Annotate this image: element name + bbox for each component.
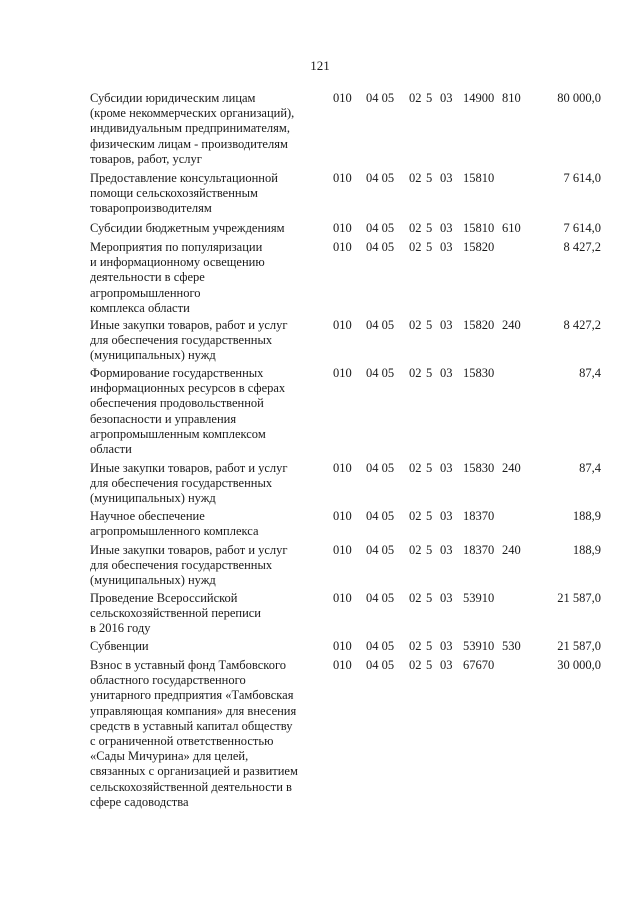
target-code-program: 02 (409, 91, 422, 105)
target-code-direction: 53910 (463, 591, 495, 605)
target-code-event: 03 (440, 543, 453, 557)
row-name: Мероприятия по популяризации и информационному освещению деятельности в сфере агропромышленного комплекса области (90, 240, 265, 315)
target-code-direction: 15830 (463, 366, 495, 380)
target-code-program: 02 (409, 318, 422, 332)
amount: 8 427,2 (563, 318, 601, 332)
target-code-program: 02 (409, 366, 422, 380)
target-code-direction: 15810 (463, 171, 495, 185)
amount: 87,4 (579, 366, 601, 380)
target-code-subprogram: 5 (426, 658, 433, 672)
section-code: 04 05 (366, 639, 395, 653)
row-name: Иные закупки товаров, работ и услуг для обеспечения государственных (муниципальных) нужд (90, 543, 288, 588)
target-code-subprogram: 5 (426, 543, 433, 557)
target-code-direction: 67670 (463, 658, 495, 672)
admin-code: 010 (333, 240, 352, 254)
target-code-direction: 18370 (463, 509, 495, 523)
target-code-program: 02 (409, 639, 422, 653)
admin-code: 010 (333, 658, 352, 672)
expense-type-code: 240 (502, 461, 521, 475)
amount: 30 000,0 (557, 658, 601, 672)
target-code-event: 03 (440, 240, 453, 254)
target-code-subprogram: 5 (426, 509, 433, 523)
target-code-direction: 53910 (463, 639, 495, 653)
target-code-event: 03 (440, 221, 453, 235)
row-name: Субвенции (90, 639, 149, 653)
target-code-program: 02 (409, 240, 422, 254)
amount: 21 587,0 (557, 639, 601, 653)
section-code: 04 05 (366, 91, 395, 105)
target-code-subprogram: 5 (426, 591, 433, 605)
amount: 188,9 (572, 543, 601, 557)
expense-type-code: 530 (502, 639, 521, 653)
row-name: Научное обеспечение агропромышленного комплекса (90, 509, 259, 539)
section-code: 04 05 (366, 591, 395, 605)
admin-code: 010 (333, 639, 352, 653)
target-code-program: 02 (409, 591, 422, 605)
table-row (0, 658, 640, 814)
target-code-program: 02 (409, 509, 422, 523)
section-code: 04 05 (366, 461, 395, 475)
target-code-program: 02 (409, 221, 422, 235)
target-code-event: 03 (440, 91, 453, 105)
table-row (0, 221, 640, 240)
target-code-event: 03 (440, 171, 453, 185)
admin-code: 010 (333, 318, 352, 332)
target-code-subprogram: 5 (426, 461, 433, 475)
target-code-direction: 15830 (463, 461, 495, 475)
target-code-event: 03 (440, 658, 453, 672)
amount: 21 587,0 (557, 591, 601, 605)
admin-code: 010 (333, 91, 352, 105)
target-code-event: 03 (440, 318, 453, 332)
target-code-event: 03 (440, 639, 453, 653)
admin-code: 010 (333, 221, 352, 235)
section-code: 04 05 (366, 509, 395, 523)
target-code-direction: 15820 (463, 318, 495, 332)
admin-code: 010 (333, 171, 352, 185)
target-code-event: 03 (440, 591, 453, 605)
table-row (0, 591, 640, 639)
section-code: 04 05 (366, 221, 395, 235)
target-code-event: 03 (440, 509, 453, 523)
row-name: Взнос в уставный фонд Тамбовского областного государственного унитарного предприятия «Тамбовская управляющая компания» для внесения средств в уставный капитал обществу с ограниченной ответственностью «Сады Мичурина» для целей, связанных с организацией и развитием сельскохозяйственной деятельности в сфере садоводства (90, 658, 298, 809)
target-code-direction: 15810 (463, 221, 495, 235)
section-code: 04 05 (366, 318, 395, 332)
amount: 7 614,0 (563, 221, 601, 235)
table-row (0, 240, 640, 318)
amount: 80 000,0 (557, 91, 601, 105)
target-code-direction: 14900 (463, 91, 495, 105)
target-code-program: 02 (409, 658, 422, 672)
amount: 8 427,2 (563, 240, 601, 254)
target-code-subprogram: 5 (426, 318, 433, 332)
target-code-subprogram: 5 (426, 639, 433, 653)
row-name: Проведение Всероссийской сельскохозяйственной переписи в 2016 году (90, 591, 261, 636)
budget-table (0, 91, 640, 814)
amount: 7 614,0 (563, 171, 601, 185)
table-row (0, 543, 640, 591)
section-code: 04 05 (366, 658, 395, 672)
table-row (0, 639, 640, 658)
table-row (0, 318, 640, 366)
target-code-subprogram: 5 (426, 240, 433, 254)
page-number: 121 (310, 58, 330, 73)
section-code: 04 05 (366, 171, 395, 185)
target-code-subprogram: 5 (426, 91, 433, 105)
target-code-direction: 18370 (463, 543, 495, 557)
row-name: Предоставление консультационной помощи сельскохозяйственным товаропроизводителям (90, 171, 278, 216)
row-name: Иные закупки товаров, работ и услуг для обеспечения государственных (муниципальных) нужд (90, 318, 288, 363)
admin-code: 010 (333, 591, 352, 605)
row-name: Иные закупки товаров, работ и услуг для обеспечения государственных (муниципальных) нужд (90, 461, 288, 506)
target-code-subprogram: 5 (426, 221, 433, 235)
target-code-program: 02 (409, 543, 422, 557)
admin-code: 010 (333, 543, 352, 557)
expense-type-code: 240 (502, 543, 521, 557)
target-code-direction: 15820 (463, 240, 495, 254)
target-code-program: 02 (409, 461, 422, 475)
target-code-event: 03 (440, 366, 453, 380)
table-row (0, 461, 640, 509)
row-name: Формирование государственных информационных ресурсов в сферах обеспечения продовольственной безопасности и управления агропромышленным комплексом области (90, 366, 286, 457)
target-code-program: 02 (409, 171, 422, 185)
target-code-event: 03 (440, 461, 453, 475)
target-code-subprogram: 5 (426, 366, 433, 380)
table-row (0, 171, 640, 221)
admin-code: 010 (333, 461, 352, 475)
section-code: 04 05 (366, 240, 395, 254)
row-name: Субсидии бюджетным учреждениям (90, 221, 285, 235)
admin-code: 010 (333, 366, 352, 380)
expense-type-code: 810 (502, 91, 521, 105)
amount: 188,9 (572, 509, 601, 523)
amount: 87,4 (579, 461, 601, 475)
expense-type-code: 240 (502, 318, 521, 332)
target-code-subprogram: 5 (426, 171, 433, 185)
table-row (0, 366, 640, 461)
admin-code: 010 (333, 509, 352, 523)
section-code: 04 05 (366, 366, 395, 380)
expense-type-code: 610 (502, 221, 521, 235)
section-code: 04 05 (366, 543, 395, 557)
table-row (0, 91, 640, 171)
row-name: Субсидии юридическим лицам (кроме некоммерческих организаций), индивидуальным предпринимателям, физическим лицам - производителям товаров, работ, услуг (90, 91, 295, 166)
table-row (0, 509, 640, 543)
